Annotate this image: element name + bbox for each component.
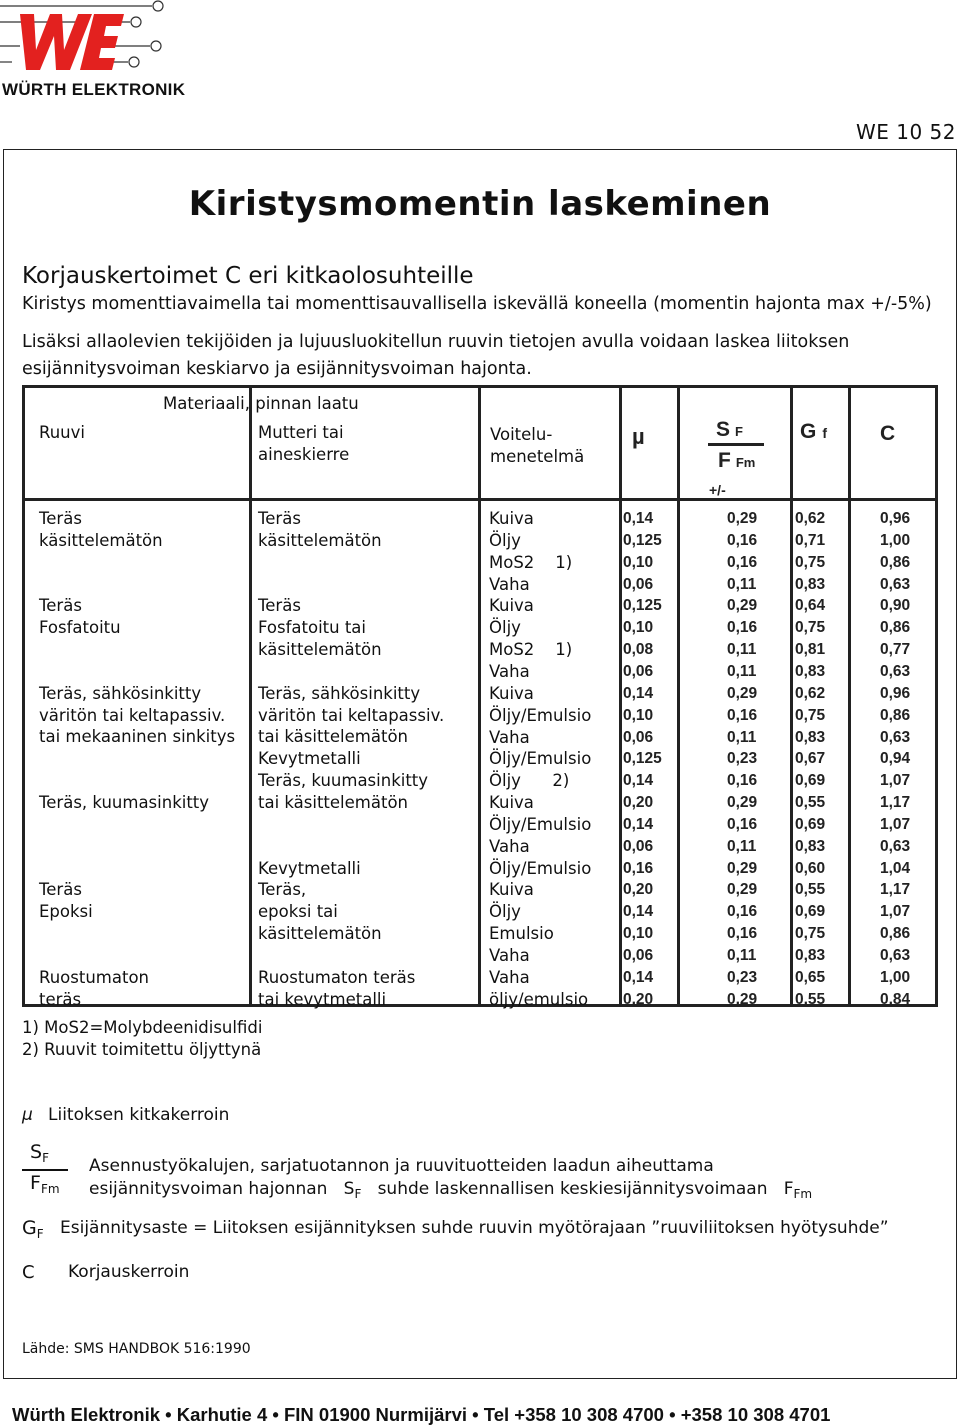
nut-material-line: Teräs, sähkösinkitty [258, 683, 421, 703]
header-ffm-sub: Fm [735, 455, 756, 470]
screw-material [39, 967, 149, 1011]
screw-material-line: Teräs [39, 509, 82, 528]
legend-sf-text-2 [89, 1178, 812, 1206]
lubrication-method: MoS2 1) [489, 640, 573, 660]
screw-material [39, 879, 93, 923]
value-c: 0,63 [880, 837, 911, 855]
value-c: 0,84 [880, 990, 911, 1008]
nut-material-line: tai kevytmetalli [258, 989, 387, 1009]
value-sf: 0,29 [727, 684, 758, 702]
legend-sf-numerator [30, 1141, 49, 1170]
screw-material-line: tai mekaaninen sinkitys [39, 727, 236, 747]
value-gf: 0,62 [795, 510, 826, 527]
value-gf: 0,83 [795, 575, 826, 593]
value-mu: 0,14 [623, 968, 654, 986]
value-gf: 0,71 [795, 531, 826, 549]
value-c: 0,86 [880, 706, 911, 724]
value-sf: 0,16 [727, 553, 758, 571]
table-divider [478, 388, 481, 1004]
header-nut-2: aineskierre [258, 445, 350, 464]
value-sf: 0,16 [727, 903, 758, 921]
header-nut-1: Mutteri tai [258, 423, 344, 442]
value-sf: 0,16 [727, 925, 758, 943]
legend-sf-text-2b: suhde laskennallisen keskiesijännitysvoimaan [377, 1179, 768, 1199]
legend-sf-num-symbol: S [30, 1141, 43, 1163]
value-gf: 0,75 [795, 553, 826, 571]
value-sf: 0,29 [727, 794, 758, 812]
header-sf [716, 418, 743, 442]
footer-contact: Würth Elektronik • Karhutie 4 • FIN 01900 Nurmijärvi • Tel +358 10 308 4700 • +358 10 308 4701 [12, 1404, 831, 1425]
correction-factor-table [22, 385, 938, 1007]
nut-material-line: Teräs, [258, 880, 307, 900]
nut-material-line: Kevytmetalli [258, 858, 361, 878]
logo-wordmark: WÜRTH ELEKTRONIK [2, 80, 186, 99]
legend-sf-num-sub: F [42, 1151, 49, 1165]
nut-material-line: tai käsittelemätön [258, 727, 408, 747]
value-sf: 0,16 [727, 772, 758, 790]
value-sf: 0,16 [727, 531, 758, 549]
table-divider [790, 388, 793, 1004]
value-mu: 0,14 [623, 815, 654, 833]
header-ffm-symbol: F [718, 449, 731, 472]
nut-material [258, 748, 361, 770]
legend-sf-denominator [30, 1172, 60, 1201]
screw-material-line: Teräs, sähkösinkitty [39, 683, 202, 703]
table-divider [619, 388, 622, 1004]
legend-sf-text-2a: esijännitysvoiman hajonnan [89, 1179, 328, 1199]
screw-material-line: Fosfatoitu [39, 618, 121, 638]
intro-line-3: esijännitysvoiman keskiarvo ja esijännitysvoiman hajonta. [22, 359, 532, 379]
nut-material-line: käsittelemätön [258, 924, 382, 944]
lubrication-method: Öljy/Emulsio [489, 814, 592, 834]
document-code: WE 10 52 [855, 120, 956, 144]
legend-sf-inline-f-sub: Fm [793, 1187, 813, 1201]
value-mu: 0,125 [623, 597, 662, 615]
source-note: Lähde: SMS HANDBOK 516:1990 [22, 1341, 251, 1357]
lubrication-method: Vaha [489, 836, 530, 856]
value-c: 1,07 [880, 815, 911, 833]
nut-material-line: käsittelemätön [258, 639, 382, 659]
value-c: 0,86 [880, 553, 911, 571]
legend-sf-inline-s: S [343, 1179, 355, 1199]
value-gf: 0,83 [795, 947, 826, 964]
value-mu: 0,14 [623, 684, 654, 702]
nut-material [258, 770, 428, 814]
value-c: 0,77 [880, 641, 911, 659]
value-c: 0,86 [880, 925, 911, 943]
value-gf: 0,55 [795, 990, 826, 1008]
value-gf: 0,62 [795, 684, 826, 702]
value-c: 1,04 [880, 859, 911, 877]
value-sf: 0,16 [727, 815, 758, 833]
value-gf: 0,75 [795, 925, 826, 943]
nut-material-line: käsittelemätön [258, 530, 382, 550]
value-mu: 0,06 [623, 662, 654, 680]
value-sf: 0,11 [727, 728, 757, 746]
value-gf: 0,75 [795, 619, 826, 637]
legend-gf-sub: F [36, 1227, 44, 1241]
header-group-label: Materiaali, pinnan laatu [163, 394, 359, 413]
value-c: 0,96 [880, 510, 911, 527]
nut-material [258, 683, 444, 748]
legend-sf-fraction-bar [22, 1169, 68, 1171]
lubrication-method: Kuiva [489, 793, 534, 813]
value-gf: 0,69 [795, 903, 826, 921]
lubrication-method: Öljy/Emulsio [489, 858, 592, 878]
value-c: 1,00 [880, 531, 911, 549]
value-gf: 0,83 [795, 728, 826, 746]
value-mu: 0,20 [623, 990, 654, 1008]
lubrication-method: Öljy/Emulsio [489, 749, 592, 769]
value-c: 1,07 [880, 903, 911, 921]
value-c: 0,63 [880, 662, 911, 680]
value-mu: 0,20 [623, 794, 654, 812]
header-ffm [718, 449, 755, 473]
header-screw: Ruuvi [39, 423, 85, 442]
legend-sf-inline-f: F [783, 1179, 794, 1199]
value-c: 0,94 [880, 750, 911, 768]
value-c: 0,63 [880, 947, 911, 964]
screw-material [39, 792, 209, 814]
header-gf-symbol: G [800, 420, 817, 443]
value-c: 0,63 [880, 575, 911, 593]
section-subtitle: Korjauskertoimet C eri kitkaolosuhteille [22, 263, 474, 289]
value-gf: 0,65 [795, 968, 826, 986]
value-sf: 0,29 [727, 510, 758, 527]
lubrication-method: Kuiva [489, 683, 534, 703]
value-sf: 0,11 [727, 947, 757, 964]
value-mu: 0,16 [623, 859, 654, 877]
value-c: 0,96 [880, 684, 911, 702]
value-mu: 0,14 [623, 903, 654, 921]
lubrication-method: Öljy [489, 530, 521, 550]
screw-material-line: Ruostumaton [39, 967, 150, 987]
header-gf [800, 420, 827, 444]
screw-material-line: Teräs [39, 880, 82, 900]
legend-sf-inline-s-sub: F [354, 1187, 362, 1201]
value-sf: 0,29 [727, 881, 758, 899]
value-mu: 0,10 [623, 925, 654, 943]
nut-material-line: Ruostumaton teräs [258, 967, 416, 987]
value-mu: 0,20 [623, 881, 654, 899]
lubrication-method: Kuiva [489, 509, 534, 528]
legend-gf-letter: G [22, 1217, 37, 1239]
header-sf-sub: F [735, 424, 743, 439]
header-lube-1: Voitelu- [490, 425, 553, 444]
value-sf: 0,23 [727, 750, 758, 768]
screw-material-line: käsittelemätön [39, 530, 163, 550]
legend-gf-text: Esijännitysaste = Liitoksen esijännityksen suhde ruuvin myötörajaan ”ruuviliitoksen hyötysuhde” [60, 1218, 889, 1238]
nut-material [258, 595, 382, 660]
value-gf: 0,55 [795, 794, 826, 812]
lubrication-method: Kuiva [489, 880, 534, 900]
table-divider [677, 388, 680, 1004]
value-gf: 0,83 [795, 837, 826, 855]
nut-material [258, 967, 415, 1011]
nut-material [258, 879, 382, 944]
value-mu: 0,10 [623, 706, 654, 724]
header-c: C [880, 422, 896, 445]
value-gf: 0,69 [795, 815, 826, 833]
lubrication-method: Emulsio [489, 924, 554, 944]
value-mu: 0,125 [623, 531, 662, 549]
nut-material-line: Teräs [258, 596, 301, 616]
value-sf: 0,16 [727, 619, 758, 637]
value-mu: 0,08 [623, 641, 654, 659]
value-sf: 0,16 [727, 706, 758, 724]
value-mu: 0,06 [623, 947, 654, 964]
value-c: 0,86 [880, 619, 911, 637]
screw-material-line: Teräs, kuumasinkitty [39, 793, 210, 813]
value-gf: 0,64 [795, 597, 826, 615]
screw-material-line: väritön tai keltapassiv. [39, 705, 226, 725]
lubrication-method: Öljy/Emulsio [489, 705, 592, 725]
value-sf: 0,11 [727, 837, 757, 855]
header-gf-sub: f [822, 425, 828, 441]
value-sf: 0,29 [727, 859, 758, 877]
nut-material-line: Teräs, kuumasinkitty [258, 771, 429, 791]
nut-material-line: Teräs [258, 509, 301, 528]
nut-material-line: epoksi tai [258, 902, 338, 922]
lubrication-method: Öljy [489, 902, 521, 922]
legend-gf-symbol [22, 1217, 44, 1246]
value-mu: 0,06 [623, 575, 654, 593]
value-sf: 0,11 [727, 575, 757, 593]
page-title: Kiristysmomentin laskeminen [188, 184, 772, 224]
value-mu: 0,14 [623, 772, 654, 790]
table-divider [249, 388, 252, 1004]
value-mu: 0,14 [623, 510, 654, 527]
value-mu: 0,10 [623, 619, 654, 637]
lubrication-method: Vaha [489, 574, 530, 594]
value-sf: 0,29 [727, 597, 758, 615]
value-c: 0,90 [880, 597, 911, 615]
value-c: 1,17 [880, 881, 911, 899]
lubrication-method: Vaha [489, 727, 530, 747]
nut-material [258, 858, 361, 880]
header-lube-2: menetelmä [490, 447, 585, 466]
screw-material-line: teräs [39, 989, 82, 1009]
value-gf: 0,83 [795, 662, 826, 680]
legend-sf-text-1: Asennustyökalujen, sarjatuotannon ja ruuvituotteiden laadun aiheuttama [89, 1156, 714, 1176]
lubrication-method: Vaha [489, 661, 530, 681]
value-mu: 0,06 [623, 837, 654, 855]
value-mu: 0,06 [623, 728, 654, 746]
legend-sf-den-symbol: F [30, 1172, 41, 1194]
screw-material [39, 683, 235, 748]
table-header-rule [25, 498, 935, 501]
legend-c-text: Korjauskerroin [68, 1262, 190, 1282]
value-sf: 0,23 [727, 968, 758, 986]
value-gf: 0,81 [795, 641, 826, 659]
lubrication-method: öljy/emulsio [489, 989, 589, 1009]
value-c: 1,00 [880, 968, 911, 986]
lubrication-method: MoS2 1) [489, 552, 573, 572]
header-plus-minus: +/- [709, 482, 726, 498]
footnote-2: 2) Ruuvit toimitettu öljyttynä [22, 1040, 262, 1059]
nut-material-line: tai käsittelemätön [258, 792, 408, 812]
legend-mu-text: Liitoksen kitkakerroin [48, 1105, 230, 1125]
value-mu: 0,10 [623, 553, 654, 571]
screw-material [39, 508, 163, 552]
value-sf: 0,11 [727, 641, 757, 659]
legend-sf-den-sub: Fm [40, 1182, 60, 1196]
intro-line-1: Kiristys momenttiavaimella tai momenttisauvallisella iskevällä koneella (momentin hajonta max +/-5%) [22, 294, 932, 314]
lubrication-method: Vaha [489, 946, 530, 965]
nut-material [258, 508, 382, 552]
value-c: 0,63 [880, 728, 911, 746]
value-sf: 0,11 [727, 662, 757, 680]
value-gf: 0,60 [795, 859, 826, 877]
legend-c-symbol: C [22, 1262, 35, 1283]
screw-material-line: Teräs [39, 596, 82, 616]
header-mu: µ [632, 424, 645, 449]
value-sf: 0,29 [727, 990, 758, 1008]
lubrication-method: Kuiva [489, 596, 534, 616]
value-c: 1,07 [880, 772, 911, 790]
header-sf-symbol: S [716, 418, 731, 441]
screw-material [39, 595, 121, 639]
value-gf: 0,55 [795, 881, 826, 899]
table-divider [848, 388, 851, 1004]
screw-material-line: Epoksi [39, 902, 93, 922]
value-gf: 0,69 [795, 772, 826, 790]
header-sf-fraction-bar [708, 443, 764, 446]
nut-material-line: Fosfatoitu tai [258, 618, 366, 638]
legend-mu-symbol: µ [22, 1105, 33, 1125]
value-gf: 0,75 [795, 706, 826, 724]
value-gf: 0,67 [795, 750, 826, 768]
lubrication-method: Öljy 2) [489, 771, 570, 791]
intro-line-2: Lisäksi allaolevien tekijöiden ja lujuusluokitellun ruuvin tietojen avulla voidaan laskea liitoksen [22, 332, 850, 352]
nut-material-line: Kevytmetalli [258, 749, 361, 769]
nut-material-line: väritön tai keltapassiv. [258, 705, 445, 725]
value-mu: 0,125 [623, 750, 662, 768]
lubrication-method: Öljy [489, 618, 521, 638]
lubrication-method: Vaha [489, 967, 530, 987]
footnote-1: 1) MoS2=Molybdeenidisulfidi [22, 1018, 263, 1037]
value-c: 1,17 [880, 794, 911, 812]
